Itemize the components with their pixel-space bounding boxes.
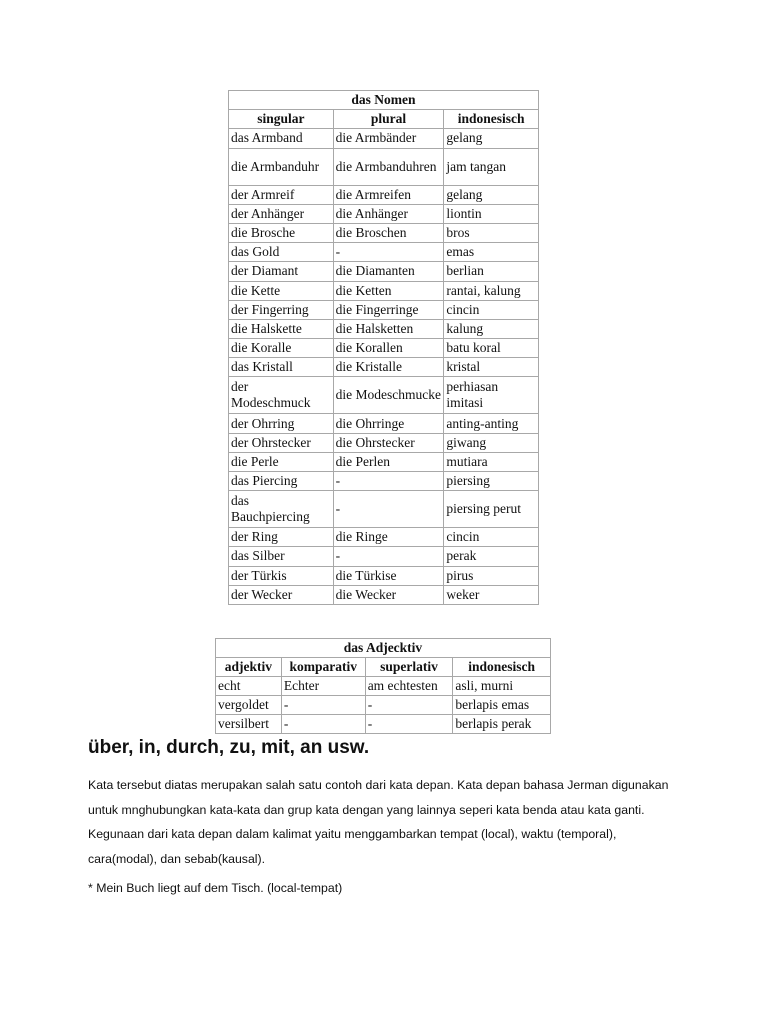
- table-cell: perhiasan imitasi: [444, 377, 539, 414]
- table-cell: -: [281, 696, 365, 715]
- table-cell: Echter: [281, 677, 365, 696]
- table-row: [229, 319, 539, 338]
- table-cell: der Anhänger: [229, 204, 334, 223]
- table-cell: versilbert: [216, 715, 282, 734]
- table-cell: berlapis perak: [453, 715, 551, 734]
- table-row: [229, 472, 539, 491]
- table-cell: -: [333, 243, 444, 262]
- table-cell: -: [333, 472, 444, 491]
- table-cell: mutiara: [444, 452, 539, 471]
- table-cell: der Modeschmuck: [229, 377, 334, 414]
- table-row: [229, 129, 539, 148]
- table-cell: emas: [444, 243, 539, 262]
- column-header-adjektiv: adjektiv: [216, 658, 282, 677]
- table-cell: die Ringe: [333, 528, 444, 547]
- example-sentence: * Mein Buch liegt auf dem Tisch. (local-tempat): [88, 881, 343, 895]
- table-cell: der Fingerring: [229, 300, 334, 319]
- table-row: [229, 566, 539, 585]
- table-cell: die Korallen: [333, 339, 444, 358]
- table-cell: weker: [444, 585, 539, 604]
- table-cell: die Armbänder: [333, 129, 444, 148]
- table-cell: -: [333, 547, 444, 566]
- table-cell: die Armreifen: [333, 185, 444, 204]
- table-cell: echt: [216, 677, 282, 696]
- table-cell: perak: [444, 547, 539, 566]
- table-cell: die Ohrringe: [333, 414, 444, 433]
- table-cell: pirus: [444, 566, 539, 585]
- nomen-table-title: das Nomen: [229, 91, 539, 110]
- table-cell: die Diamanten: [333, 262, 444, 281]
- table-row: [229, 585, 539, 604]
- table-cell: vergoldet: [216, 696, 282, 715]
- table-cell: die Ketten: [333, 281, 444, 300]
- table-cell: die Ohrstecker: [333, 433, 444, 452]
- table-cell: das Piercing: [229, 472, 334, 491]
- table-row: [229, 223, 539, 242]
- table-cell: jam tangan: [444, 148, 539, 185]
- table-row: [229, 262, 539, 281]
- table-cell: die Broschen: [333, 223, 444, 242]
- table-cell: der Türkis: [229, 566, 334, 585]
- table-row: [229, 185, 539, 204]
- table-cell: die Armbanduhr: [229, 148, 334, 185]
- table-cell: -: [281, 715, 365, 734]
- table-row: [216, 696, 551, 715]
- table-cell: der Ring: [229, 528, 334, 547]
- nomen-table: [228, 90, 539, 605]
- table-cell: rantai, kalung: [444, 281, 539, 300]
- table-cell: die Brosche: [229, 223, 334, 242]
- column-header-superlativ: superlativ: [365, 658, 453, 677]
- body-paragraph: Kata tersebut diatas merupakan salah satu contoh dari kata depan. Kata depan bahasa Jerman digunakan untuk mnghubungkan kata-kata dan grup kata dengan yang lainnya seperi kata benda atau kata ganti. Kegunaan dari kata depan dalam kalimat yaitu menggambarkan tempat (local), waktu (temporal), cara(modal), dan sebab(kausal).: [88, 778, 669, 866]
- table-cell: anting-anting: [444, 414, 539, 433]
- table-cell: cincin: [444, 528, 539, 547]
- table-cell: die Fingerringe: [333, 300, 444, 319]
- column-header-indonesisch: indonesisch: [444, 110, 539, 129]
- section-heading: über, in, durch, zu, mit, an usw.: [88, 737, 370, 758]
- table-cell: kalung: [444, 319, 539, 338]
- table-cell: piersing perut: [444, 491, 539, 528]
- table-cell: batu koral: [444, 339, 539, 358]
- table-row: [229, 528, 539, 547]
- table-cell: der Ohrring: [229, 414, 334, 433]
- table-row: [229, 433, 539, 452]
- table-cell: der Armreif: [229, 185, 334, 204]
- column-header-plural: plural: [333, 110, 444, 129]
- table-cell: berlian: [444, 262, 539, 281]
- table-row: [229, 339, 539, 358]
- table-cell: gelang: [444, 129, 539, 148]
- table-cell: der Wecker: [229, 585, 334, 604]
- table-cell: die Halskette: [229, 319, 334, 338]
- table-row: [229, 377, 539, 414]
- table-cell: cincin: [444, 300, 539, 319]
- table-cell: bros: [444, 223, 539, 242]
- table-cell: piersing: [444, 472, 539, 491]
- table-cell: der Diamant: [229, 262, 334, 281]
- table-cell: das Gold: [229, 243, 334, 262]
- table-cell: liontin: [444, 204, 539, 223]
- table-cell: die Modeschmucke: [333, 377, 444, 414]
- table-row: [229, 300, 539, 319]
- table-cell: berlapis emas: [453, 696, 551, 715]
- table-cell: -: [365, 696, 453, 715]
- adjektiv-table-title: das Adjecktiv: [216, 639, 551, 658]
- column-header-komparativ: komparativ: [281, 658, 365, 677]
- table-row: [229, 491, 539, 528]
- table-cell: -: [365, 715, 453, 734]
- table-row: [229, 414, 539, 433]
- table-cell: giwang: [444, 433, 539, 452]
- table-cell: die Koralle: [229, 339, 334, 358]
- table-cell: die Halsketten: [333, 319, 444, 338]
- table-cell: das Bauchpiercing: [229, 491, 334, 528]
- table-cell: das Armband: [229, 129, 334, 148]
- table-cell: gelang: [444, 185, 539, 204]
- table-cell: das Silber: [229, 547, 334, 566]
- column-header-singular: singular: [229, 110, 334, 129]
- table-row: [229, 204, 539, 223]
- table-row: [229, 452, 539, 471]
- table-row: [229, 547, 539, 566]
- table-row: [229, 358, 539, 377]
- table-row: [229, 281, 539, 300]
- table-cell: am echtesten: [365, 677, 453, 696]
- table-cell: die Türkise: [333, 566, 444, 585]
- table-cell: die Wecker: [333, 585, 444, 604]
- table-cell: -: [333, 491, 444, 528]
- table-cell: die Anhänger: [333, 204, 444, 223]
- table-row: [216, 715, 551, 734]
- table-cell: kristal: [444, 358, 539, 377]
- table-cell: die Perlen: [333, 452, 444, 471]
- table-cell: die Armbanduhren: [333, 148, 444, 185]
- table-cell: der Ohrstecker: [229, 433, 334, 452]
- table-cell: asli, murni: [453, 677, 551, 696]
- table-row: [229, 148, 539, 185]
- table-cell: die Perle: [229, 452, 334, 471]
- table-cell: die Kristalle: [333, 358, 444, 377]
- table-cell: das Kristall: [229, 358, 334, 377]
- column-header-indonesisch: indonesisch: [453, 658, 551, 677]
- table-cell: die Kette: [229, 281, 334, 300]
- table-row: [216, 677, 551, 696]
- table-row: [229, 243, 539, 262]
- adjektiv-table: [215, 638, 551, 734]
